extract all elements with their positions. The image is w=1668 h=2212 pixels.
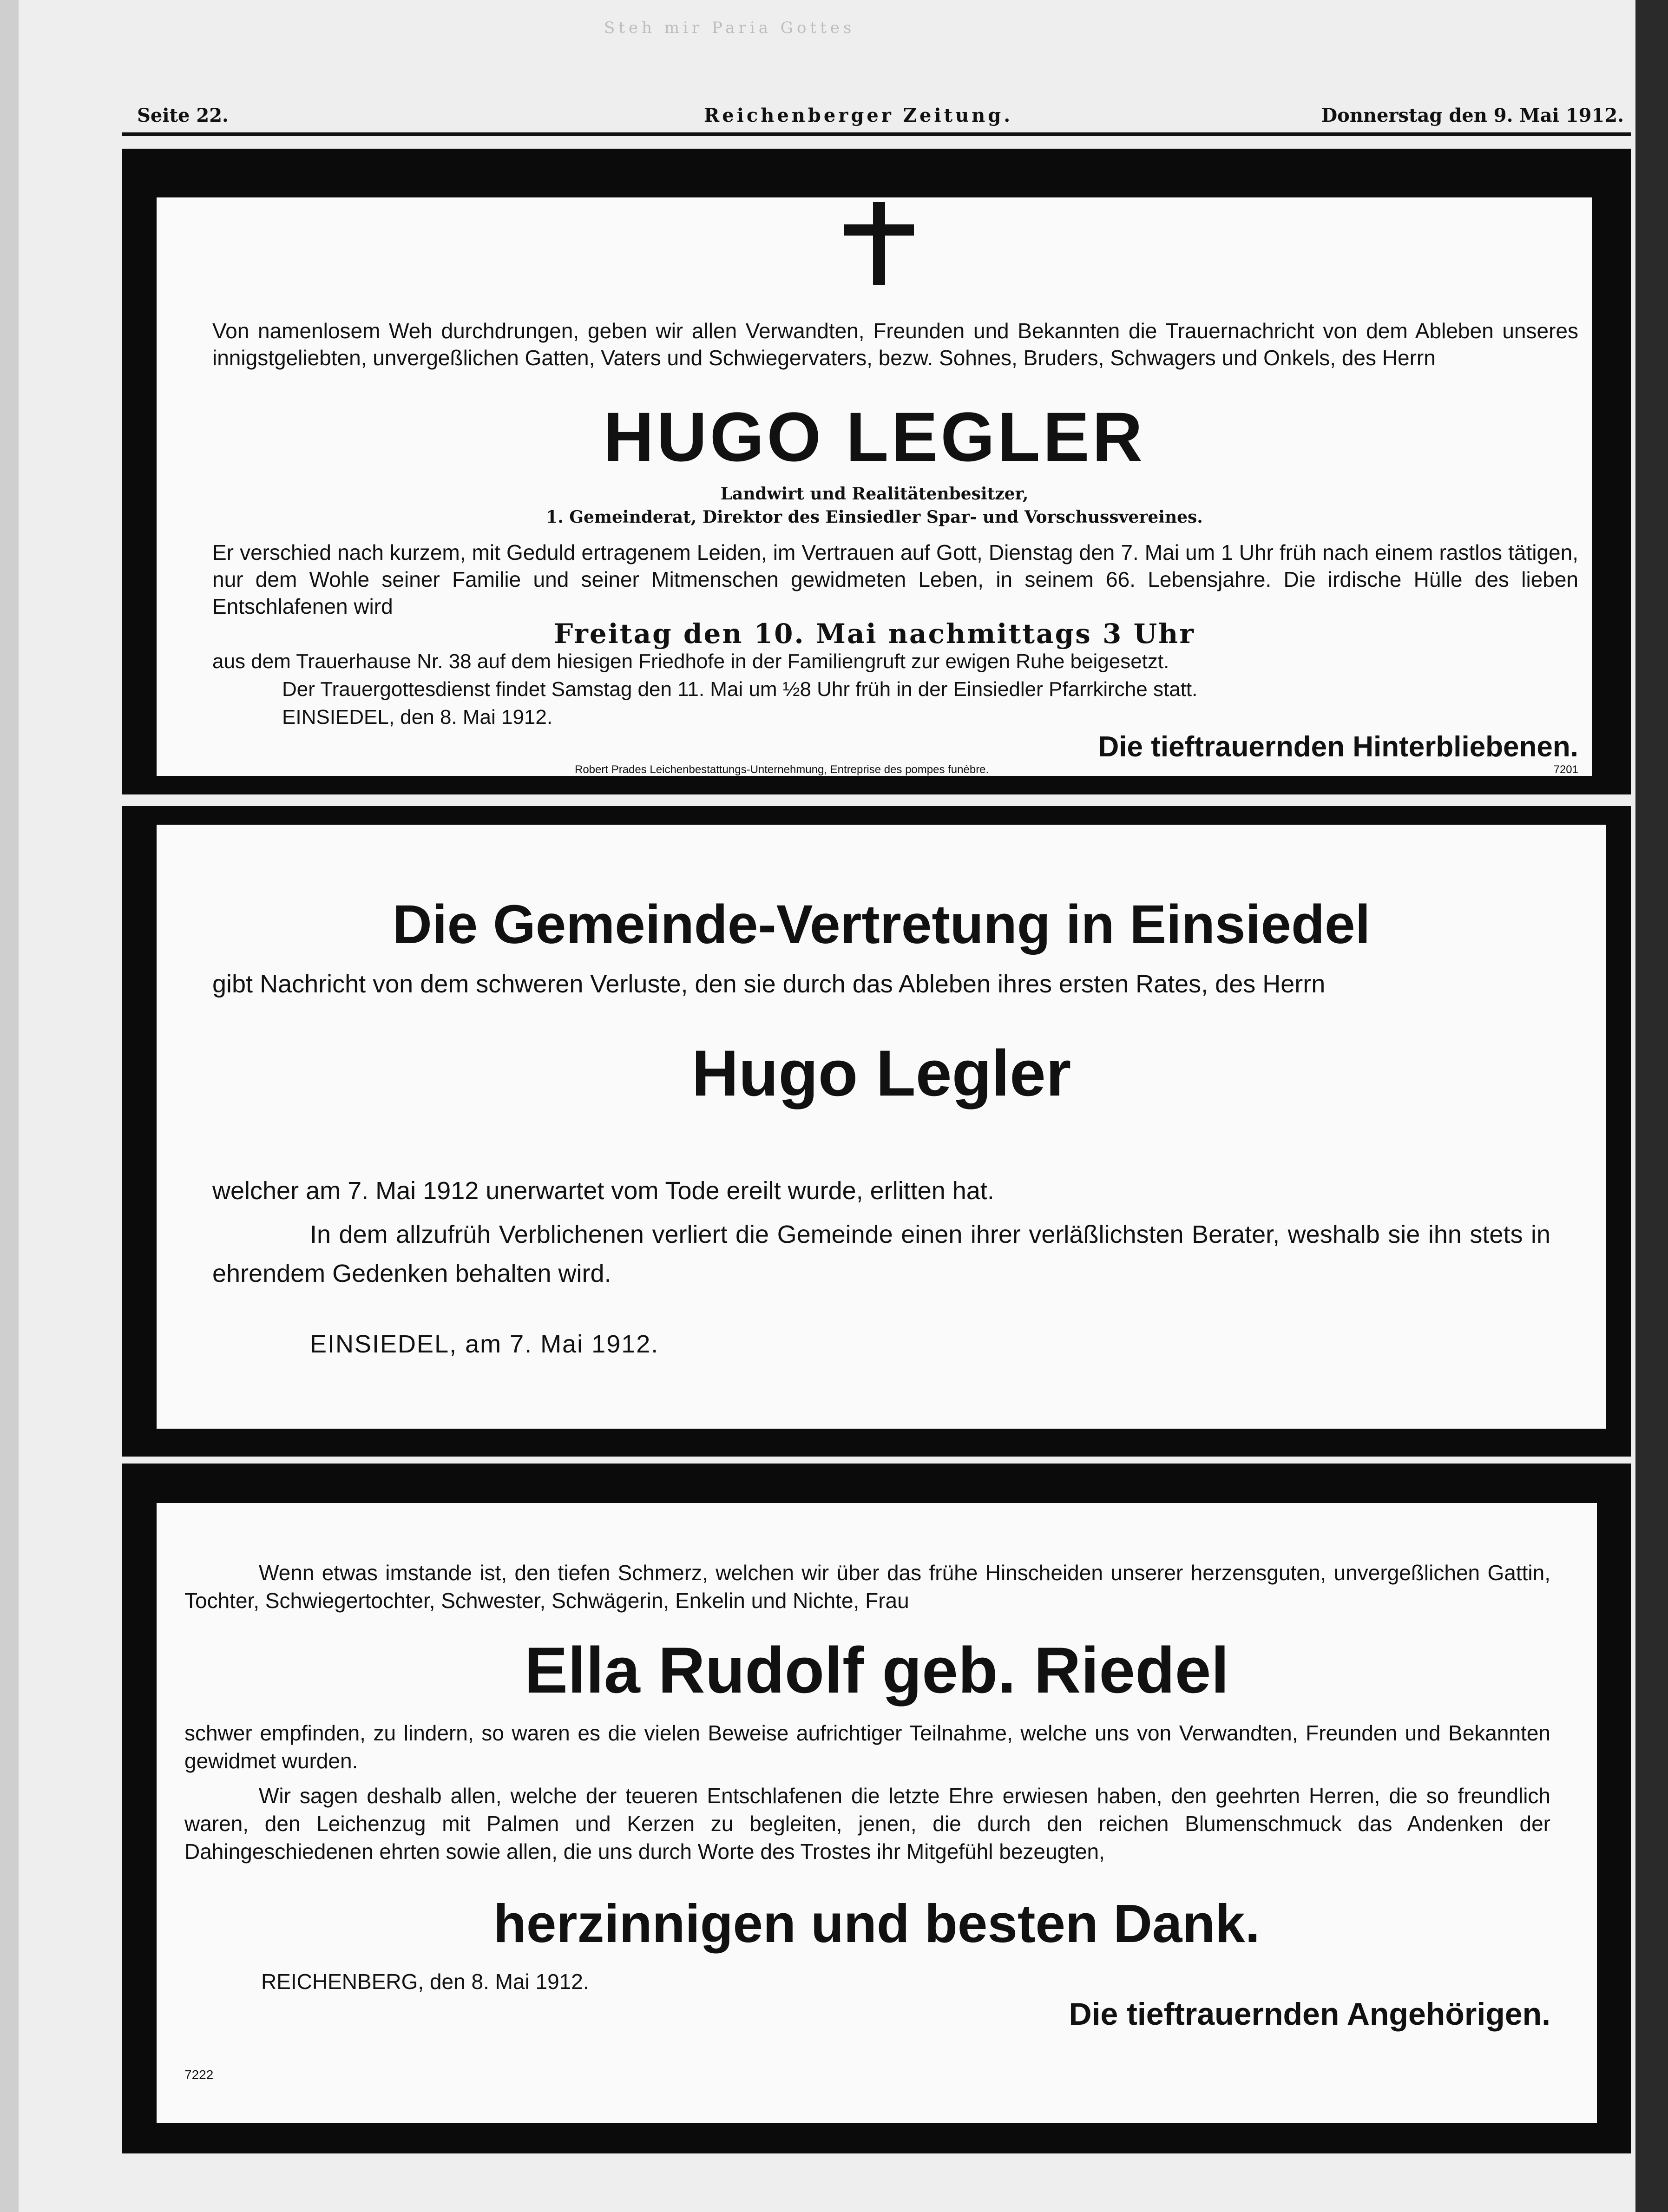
ad-number: 7201 — [1553, 763, 1578, 776]
masthead-rule — [122, 132, 1631, 136]
ad-number: 7222 — [184, 2068, 214, 2082]
issue-date: Donnerstag den 9. Mai 1912. — [1321, 105, 1624, 126]
deceased-title-1: Landwirt und Realitätenbesitzer, — [720, 484, 1029, 504]
deceased-name: HUGO LEGLER — [603, 398, 1146, 476]
deceased-name: Ella Rudolf geb. Riedel — [524, 1634, 1229, 1707]
notice-panel — [157, 197, 1592, 776]
thanks-body-2: Wir sagen deshalb allen, welche der teueren Entschlafenen die letzte Ehre erwiesen haben, den geehrten Herren, die so freundlich waren, den Leichenzug mit Palmen und Kerzen zu begleiten, jenen, die durch den reichen Blumenschmuck das Andenken der Dahingeschiedenen ehrten sowie allen, die uns durch Worte des Trostes ihr Mitgefühl bezeugten, — [184, 1784, 1550, 1864]
notice-place-date: EINSIEDEL, den 8. Mai 1912. — [282, 706, 553, 729]
thanks-line: herzinnigen und besten Dank. — [493, 1893, 1260, 1954]
council-place-date: EINSIEDEL, am 7. Mai 1912. — [310, 1330, 659, 1358]
council-line-1: welcher am 7. Mai 1912 unerwartet vom Tode ereilt wurde, erlitten hat. — [212, 1177, 994, 1205]
obituary-notice-community — [122, 806, 1631, 1457]
thanks-intro: Wenn etwas imstande ist, den tiefen Schmerz, welchen wir über das frühe Hinscheiden unserer herzensguten, unvergeßlichen Gattin, Tochter, Schwiegertochter, Schwester, Schwägerin, Enkelin und Nichte, Frau — [184, 1561, 1550, 1613]
notice-panel — [157, 825, 1606, 1429]
undertaker-imprint: Robert Prades Leichenbestattungs-Unternehmung, Entreprise des pompes funèbre. — [575, 763, 989, 776]
burial-info: aus dem Trauerhause Nr. 38 auf dem hiesigen Friedhofe in der Familiengruft zur ewigen Ruhe beigesetzt. — [212, 650, 1169, 673]
notice-intro: Von namenlosem Weh durchdrungen, geben wir allen Verwandten, Freunden und Bekannten die Trauernachricht von dem Ableben unseres innigstgeliebten, unvergeßlichen Gatten, Vaters und Schwiegervaters, bezw. Sohnes, Bruders, Schwagers und Onkels, des Herrn — [212, 319, 1578, 370]
mass-info: Der Trauergottesdienst findet Samstag den 11. Mai um ½8 Uhr früh in der Einsiedler Pfarrkirche statt. — [282, 678, 1198, 701]
page-edge-left — [0, 0, 19, 2212]
notice-body: Er verschied nach kurzem, mit Geduld ertragenem Leiden, im Vertrauen auf Gott, Dienstag den 7. Mai um 1 Uhr früh nach einem rastlos tätigen, nur dem Wohle seiner Familie und seiner Mitmenschen gewidmeten Leben, in seinem 66. Lebensjahre. Die irdische Hülle des lieben Entschlafenen wird — [212, 540, 1578, 618]
deceased-title-2: 1. Gemeinderat, Direktor des Einsiedler Spar- und Vorschussvereines. — [546, 507, 1203, 527]
thanks-place-date: REICHENBERG, den 8. Mai 1912. — [261, 1969, 589, 1994]
thanks-signature: Die tieftrauernden Angehörigen. — [1069, 1996, 1550, 2032]
funeral-date: Freitag den 10. Mai nachmittags 3 Uhr — [554, 618, 1195, 650]
notice-panel — [157, 1503, 1597, 2123]
cross-icon — [844, 202, 914, 286]
deceased-name: Hugo Legler — [691, 1037, 1071, 1109]
page-edge-right — [1635, 0, 1668, 2212]
council-intro: gibt Nachricht von dem schweren Verluste, den sie durch das Ableben ihres ersten Rates, des Herrn — [212, 970, 1326, 998]
page-number: Seite 22. — [137, 105, 229, 126]
thanks-body-1: schwer empfinden, zu lindern, so waren es die vielen Beweise aufrichtiger Teilnahme, welche uns von Verwandten, Freunden und Bekannten gewidmet wurden. — [184, 1721, 1550, 1773]
newspaper-title: Reichenberger Zeitung. — [704, 105, 1013, 126]
thanks-notice-rudolf — [122, 1464, 1631, 2153]
notice-signature: Die tieftrauernden Hinterbliebenen. — [1098, 731, 1578, 763]
obituary-notice-legler-family — [122, 149, 1631, 794]
council-heading: Die Gemeinde-Vertretung in Einsiedel — [392, 894, 1371, 955]
bleed-through-text: Steh mir Paria Gottes — [604, 19, 855, 37]
masthead — [137, 105, 1624, 132]
council-line-2: In dem allzufrüh Verblichenen verliert die Gemeinde einen ihrer verläßlichsten Berater, weshalb sie ihn stets in ehrendem Gedenken behalten wird. — [212, 1221, 1550, 1287]
